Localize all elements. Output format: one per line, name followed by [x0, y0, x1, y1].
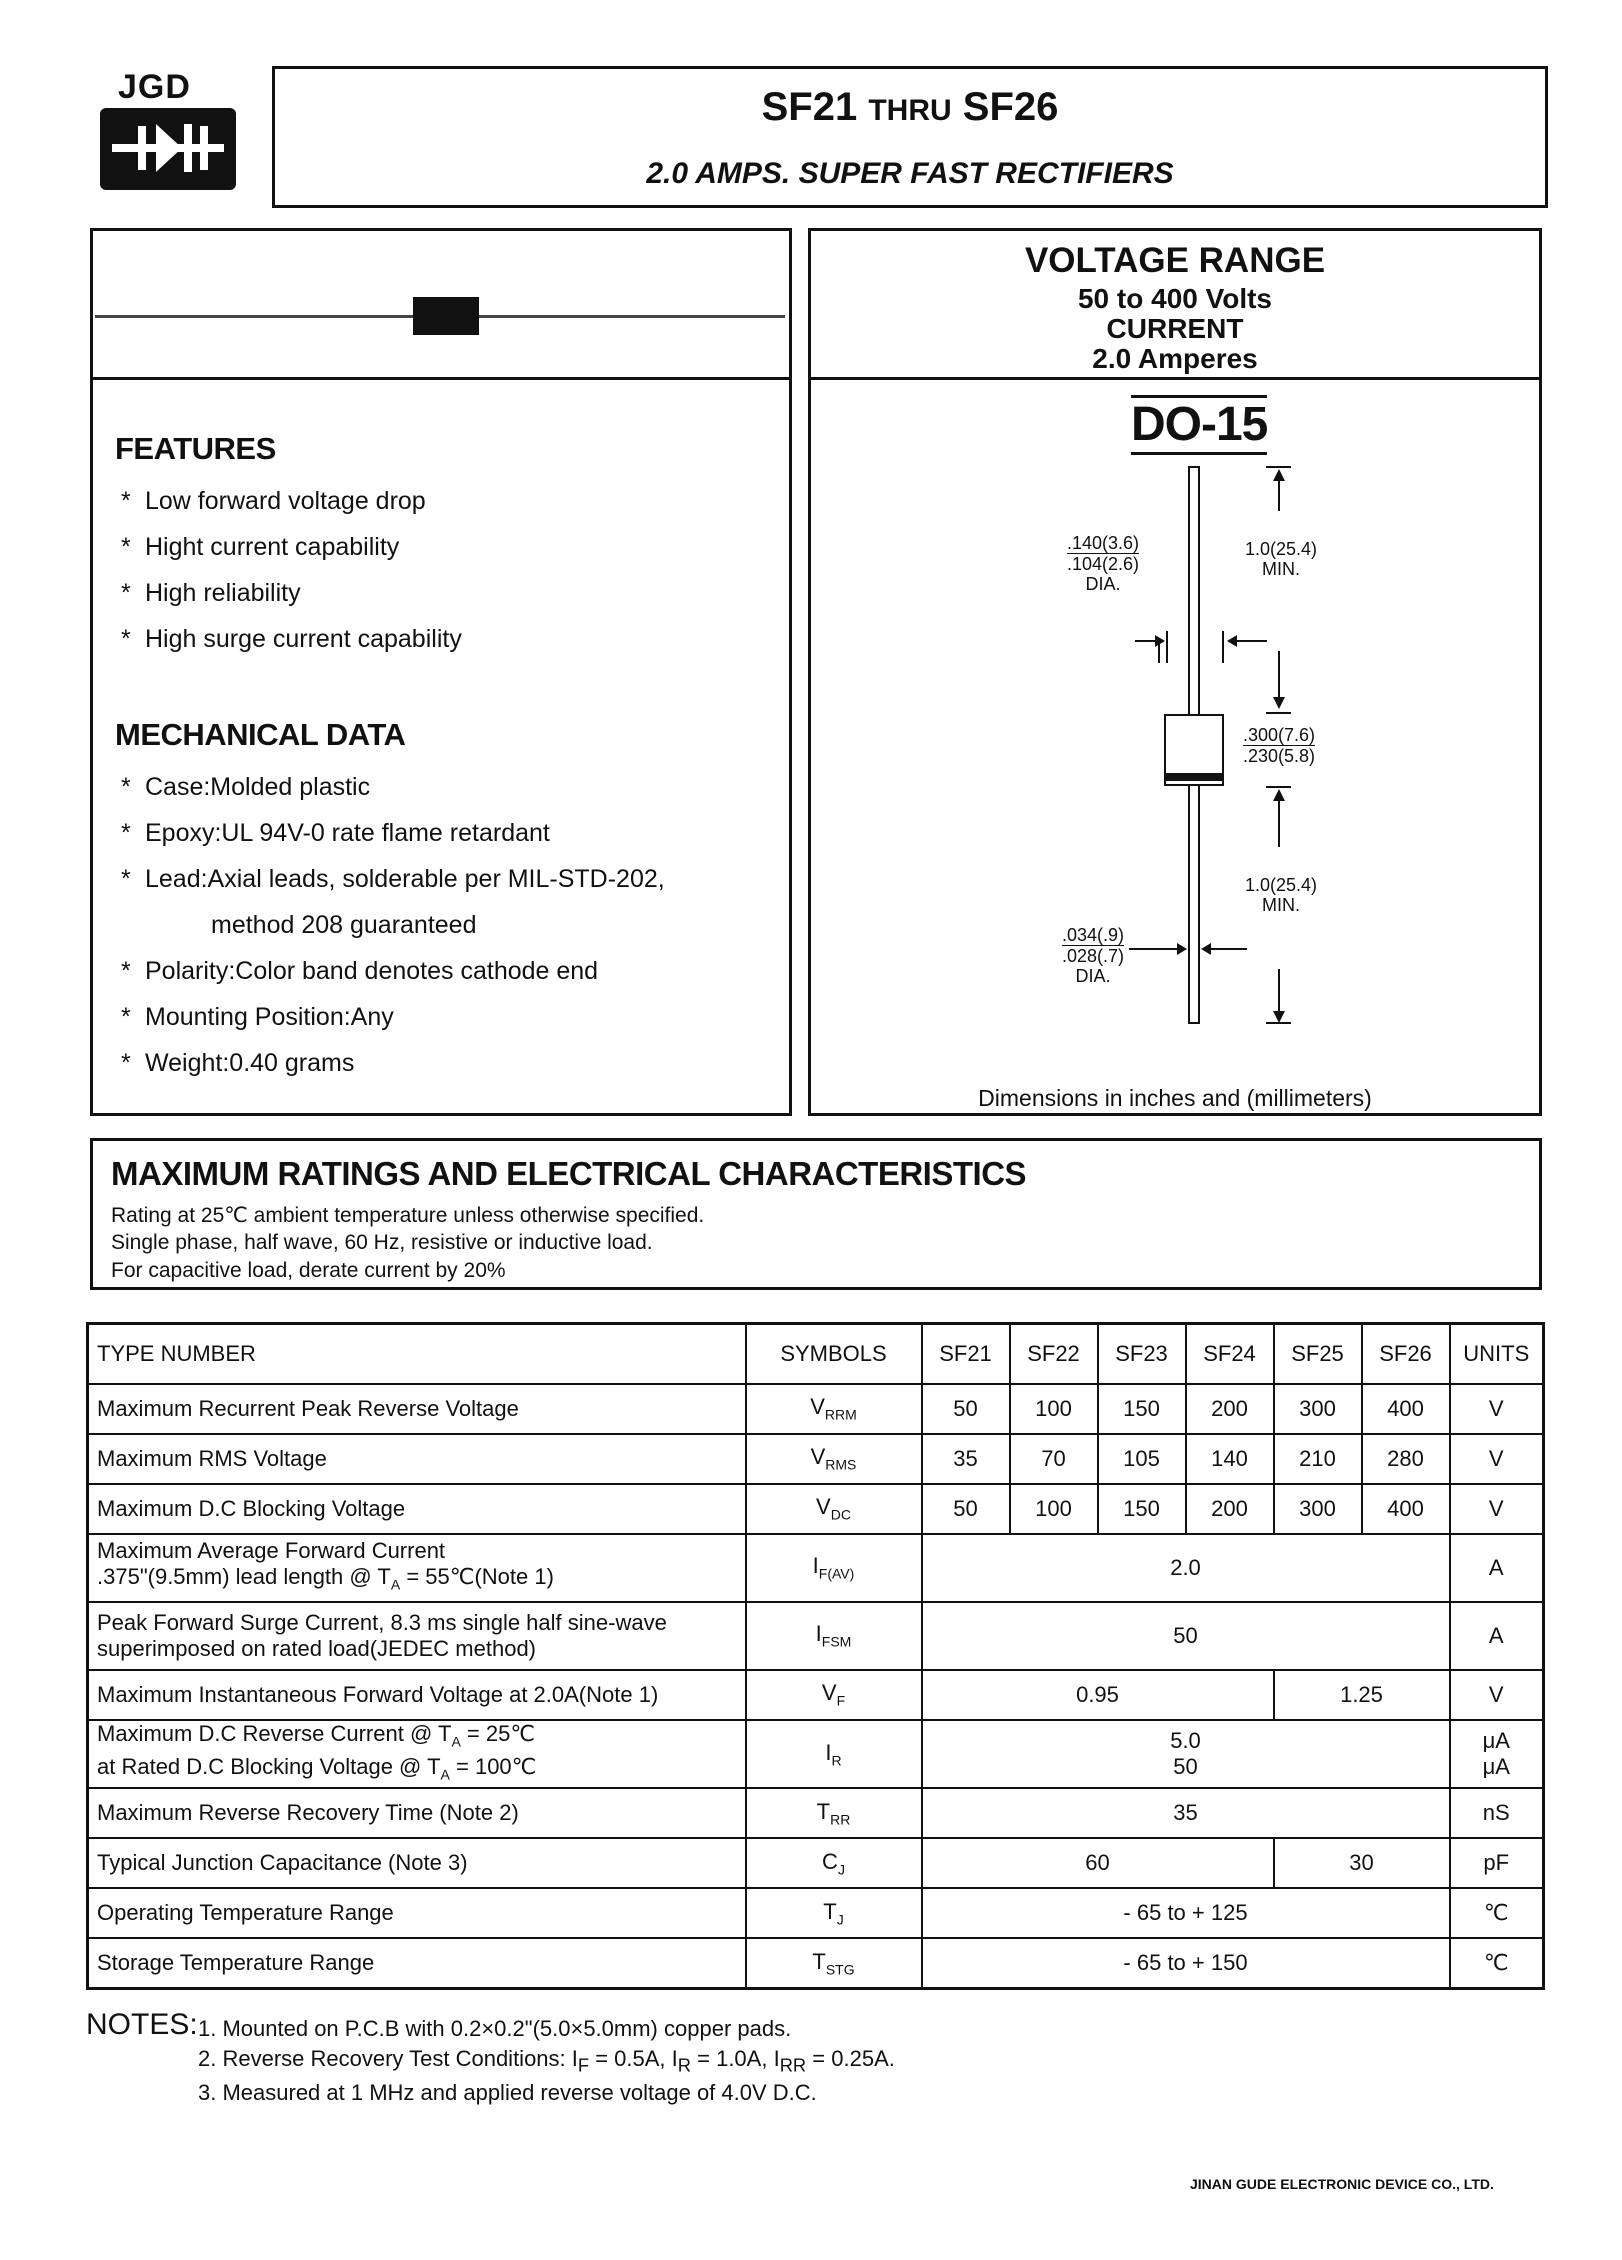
cell-value: 200	[1186, 1384, 1274, 1434]
cell-value: 140	[1186, 1434, 1274, 1484]
cell-value: 2.0	[922, 1534, 1450, 1602]
cell-value: - 65 to + 150	[922, 1938, 1450, 1988]
cell-value: 50	[922, 1384, 1010, 1434]
mechanical-heading: MECHANICAL DATA	[115, 717, 406, 752]
header-sf25: SF25	[1274, 1324, 1362, 1384]
cell-unit: V	[1450, 1484, 1544, 1534]
row-label: Typical Junction Capacitance (Note 3)	[88, 1838, 746, 1888]
ratings-intro-box	[90, 1138, 1542, 1290]
diode-logo-icon	[100, 108, 236, 190]
voltage-range-value: 50 to 400 Volts	[1077, 283, 1272, 314]
cell-value: 1.25	[1274, 1670, 1450, 1720]
cell-value: 100	[1010, 1484, 1098, 1534]
cell-unit: nS	[1450, 1788, 1544, 1838]
row-label: Maximum D.C Reverse Current @ $T_A$ = 25℃ at Rated D.C Blocking Voltage @ $T_A$ = 100℃	[88, 1720, 746, 1789]
current-value: 2.0 Amperes	[1092, 343, 1258, 374]
electrical-characteristics-table	[86, 1322, 1545, 1990]
mechanical-item: * Case:Molded plastic	[121, 773, 371, 801]
row-label: Maximum Reverse Recovery Time (Note 2)	[88, 1788, 746, 1838]
cell-value: 35	[922, 1788, 1450, 1838]
mechanical-item: * Lead:Axial leads, solderable per MIL-STD-202,	[121, 865, 665, 893]
row-symbol: $C_J$	[746, 1838, 922, 1888]
table-row	[88, 1838, 1544, 1888]
header-type-number: TYPE NUMBER	[88, 1324, 746, 1384]
cell-value: 35	[922, 1434, 1010, 1484]
features-panel	[90, 228, 792, 1116]
cell-value: 150	[1098, 1484, 1186, 1534]
note-3: 3. Measured at 1 MHz and applied reverse voltage of 4.0V D.C.	[198, 2080, 817, 2105]
row-label: Operating Temperature Range	[88, 1888, 746, 1938]
table-row	[88, 1938, 1544, 1988]
cell-value: 70	[1010, 1434, 1098, 1484]
rectifier-photo-icon	[93, 231, 789, 377]
cell-value: 5.0 50	[922, 1720, 1450, 1789]
footer-company: JINAN GUDE ELECTRONIC DEVICE CO., LTD.	[1190, 2176, 1494, 2192]
row-label: Peak Forward Surge Current, 8.3 ms single half sine-wave superimposed on rated load(JEDEC method)	[88, 1602, 746, 1670]
row-symbol: $T_{STG}$	[746, 1938, 922, 1988]
header-title-box	[272, 66, 1548, 208]
ratings-note-line: Single phase, half wave, 60 Hz, resistive or inductive load.	[111, 1231, 653, 1254]
wire-dia-dimension: .034(.9) .028(.7) DIA.	[1061, 925, 1125, 986]
feature-item: * Hight current capability	[121, 533, 400, 561]
component-image-strip	[93, 231, 789, 380]
cell-value: 100	[1010, 1384, 1098, 1434]
table-row	[88, 1670, 1544, 1720]
notes-heading: NOTES:	[86, 2008, 198, 2041]
table-row	[88, 1534, 1544, 1602]
header-sf24: SF24	[1186, 1324, 1274, 1384]
row-label: Maximum D.C Blocking Voltage	[88, 1484, 746, 1534]
row-symbol: $V_F$	[746, 1670, 922, 1720]
cell-value: 400	[1362, 1384, 1450, 1434]
ratings-note-line: Rating at 25℃ ambient temperature unless otherwise specified.	[111, 1204, 705, 1227]
feature-item: * High surge current capability	[121, 625, 462, 653]
cell-value: 200	[1186, 1484, 1274, 1534]
page-title: SF21 THRU SF26	[761, 85, 1059, 129]
row-label: Maximum Instantaneous Forward Voltage at 2.0A(Note 1)	[88, 1670, 746, 1720]
cell-value: 0.95	[922, 1670, 1274, 1720]
row-symbol: $V_{RRM}$	[746, 1384, 922, 1434]
header-sf23: SF23	[1098, 1324, 1186, 1384]
cell-value: 50	[922, 1602, 1450, 1670]
body-length-dimension: .300(7.6) .230(5.8)	[1242, 725, 1316, 766]
bottom-lead-length-dimension: 1.0(25.4) MIN.	[1244, 875, 1318, 915]
lead-dia-dimension: .140(3.6) .104(2.6) DIA.	[1066, 533, 1140, 594]
row-label: Maximum Average Forward Current .375"(9.5mm) lead length @ $T_A$ = 55℃(Note 1)	[88, 1534, 746, 1602]
cell-value: 105	[1098, 1434, 1186, 1484]
row-symbol: $I_R$	[746, 1720, 922, 1789]
cell-value: 280	[1362, 1434, 1450, 1484]
mechanical-item: * Weight:0.40 grams	[121, 1049, 355, 1077]
cell-value: 300	[1274, 1484, 1362, 1534]
features-heading: FEATURES	[115, 431, 276, 466]
row-symbol: $I_{FSM}$	[746, 1602, 922, 1670]
current-label: CURRENT	[1106, 313, 1244, 344]
feature-item: * High reliability	[121, 579, 301, 607]
row-label: Maximum Recurrent Peak Reverse Voltage	[88, 1384, 746, 1434]
mechanical-item: * Epoxy:UL 94V-0 rate flame retardant	[121, 819, 550, 847]
table-row	[88, 1888, 1544, 1938]
page-subtitle: 2.0 AMPS. SUPER FAST RECTIFIERS	[646, 157, 1174, 190]
cell-unit: μA μA	[1450, 1720, 1544, 1789]
mechanical-item: * Polarity:Color band denotes cathode end	[121, 957, 599, 985]
ratings-note-line: For capacitive load, derate current by 20%	[111, 1259, 506, 1282]
row-symbol: $V_{RMS}$	[746, 1434, 922, 1484]
note-1: 1. Mounted on P.C.B with 0.2×0.2"(5.0×5.0mm) copper pads.	[198, 2016, 792, 2041]
row-label: Storage Temperature Range	[88, 1938, 746, 1988]
row-symbol: $T_J$	[746, 1888, 922, 1938]
company-logo-text: JGD	[118, 68, 191, 106]
header-sf22: SF22	[1010, 1324, 1098, 1384]
ratings-title: MAXIMUM RATINGS AND ELECTRICAL CHARACTERISTICS	[111, 1155, 1027, 1192]
feature-item: * Low forward voltage drop	[121, 487, 426, 515]
header-sf26: SF26	[1362, 1324, 1450, 1384]
cell-value: 60	[922, 1838, 1274, 1888]
table-row	[88, 1788, 1544, 1838]
cell-unit: A	[1450, 1602, 1544, 1670]
do15-outline-drawing	[811, 231, 1539, 1111]
row-symbol: $V_{DC}$	[746, 1484, 922, 1534]
package-panel	[808, 228, 1542, 1116]
cell-value: - 65 to + 125	[922, 1888, 1450, 1938]
cell-unit: ℃	[1450, 1938, 1544, 1988]
row-symbol: $I_{F(AV)}$	[746, 1534, 922, 1602]
cell-unit: ℃	[1450, 1888, 1544, 1938]
table-header-row	[88, 1324, 1544, 1384]
cell-value: 50	[922, 1484, 1010, 1534]
cell-value: 400	[1362, 1484, 1450, 1534]
package-name: DO-15	[1131, 395, 1267, 455]
mechanical-item: method 208 guaranteed	[211, 911, 477, 939]
cell-unit: V	[1450, 1434, 1544, 1484]
cell-unit: V	[1450, 1384, 1544, 1434]
cell-unit: pF	[1450, 1838, 1544, 1888]
cell-unit: A	[1450, 1534, 1544, 1602]
mechanical-item: * Mounting Position:Any	[121, 1003, 394, 1031]
cell-value: 150	[1098, 1384, 1186, 1434]
top-lead-length-dimension: 1.0(25.4) MIN.	[1244, 539, 1318, 579]
voltage-range-heading: VOLTAGE RANGE	[1024, 241, 1326, 280]
cell-value: 300	[1274, 1384, 1362, 1434]
header-sf21: SF21	[922, 1324, 1010, 1384]
table-row	[88, 1384, 1544, 1434]
row-label: Maximum RMS Voltage	[88, 1434, 746, 1484]
table-row	[88, 1602, 1544, 1670]
cell-unit: V	[1450, 1670, 1544, 1720]
table-row	[88, 1484, 1544, 1534]
row-symbol: $T_{RR}$	[746, 1788, 922, 1838]
dimensions-caption: Dimensions in inches and (millimeters)	[978, 1085, 1372, 1111]
cell-value: 30	[1274, 1838, 1450, 1888]
header-units: UNITS	[1450, 1324, 1544, 1384]
note-2: 2. Reverse Recovery Test Conditions: $I_F = 0.5A$, $I_R = 1.0A$, $I_{RR} = 0.25A$.	[198, 2046, 895, 2076]
header-symbols: SYMBOLS	[746, 1324, 922, 1384]
table-row	[88, 1720, 1544, 1789]
table-row	[88, 1434, 1544, 1484]
cell-value: 210	[1274, 1434, 1362, 1484]
